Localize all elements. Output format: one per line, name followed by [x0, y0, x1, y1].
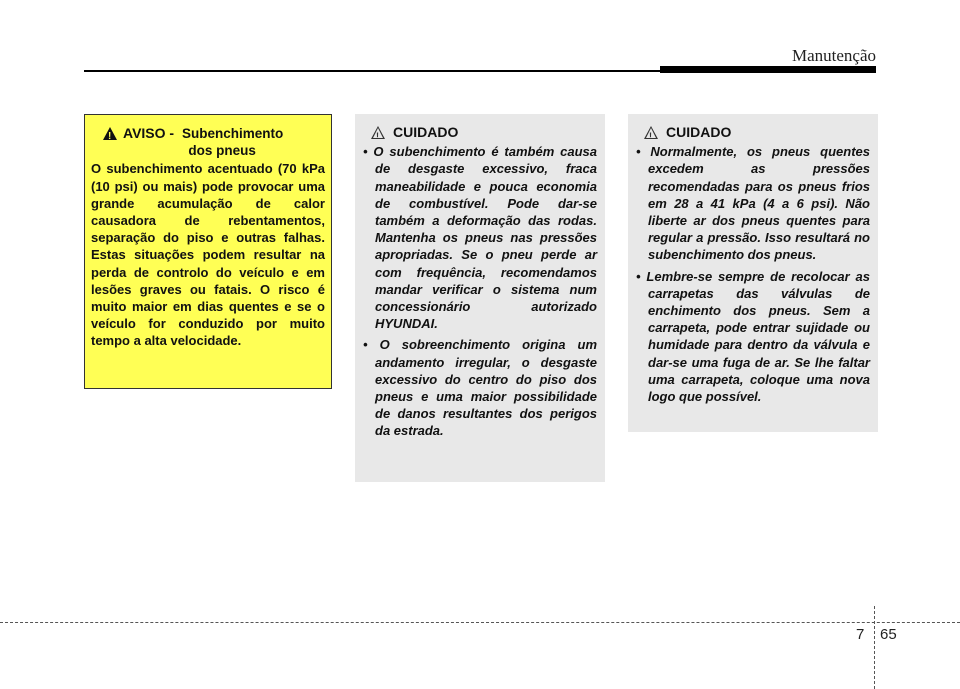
warning-icon — [103, 127, 117, 140]
caution-box-left — [355, 114, 605, 482]
caution-header — [636, 124, 870, 141]
caution-label: CUIDADO — [666, 124, 732, 140]
header-bar — [660, 66, 876, 73]
footer-divider — [874, 606, 875, 689]
caution-icon — [371, 126, 385, 139]
page-number: 65 — [880, 626, 897, 643]
footer-rule — [0, 622, 960, 623]
warning-box — [84, 114, 332, 389]
caution-bullet: • O subenchimento é também causa de desgaste excessivo, fraca maneabilidade e pouca economia de combustível. Pode dar-se também a deformação das rodas. Mantenha os pneus nas pressões apropriadas. Se o pneu perde ar com frequência, recomendamos mandar verificar o sistema num concessionário autorizado HYUNDAI. — [363, 143, 597, 332]
caution-bullet: • Normalmente, os pneus quentes excedem as pressões recomendadas para os pneus frios em 28 a 41 kPa (4 a 6 psi). Não liberte ar dos pneus quentes para regular a pressão. Isso resultará no subenchimento dos pneus. — [636, 143, 870, 263]
warning-label: AVISO — [123, 125, 166, 141]
warning-subtitle-line1: Subenchimento — [181, 126, 284, 141]
caution-label: CUIDADO — [393, 124, 459, 140]
section-title: Manutenção — [791, 46, 876, 65]
warning-header — [91, 125, 325, 159]
warning-subtitle-line2: dos pneus — [188, 143, 256, 159]
caution-bullet: • O sobreenchimento origina um andamento irregular, o desgaste excessivo do centro do piso dos pneus e uma maior possibilidade de danos resultantes dos perigos da estrada. — [363, 336, 597, 439]
caution-icon — [644, 126, 658, 139]
caution-bullet: • Lembre-se sempre de recolocar as carrapetas das válvulas de enchimento dos pneus. Sem a carrapeta, pode entrar sujidade ou humidade para dentro da válvula e dar-se uma fuga de ar. Se lhe faltar uma carrapeta, coloque uma nova logo que possível. — [636, 268, 870, 406]
warning-body: O subenchimento acentuado (70 kPa (10 psi) ou mais) pode provocar uma grande acumulação de calor causadora de rebentamentos, separação do piso e outras falhas. Estas situações podem resultar na perda de controlo do veículo e em lesões graves ou fatais. O risco é muito maior em dias quentes e se o veículo for conduzido por muito tempo a alta velocidade. — [91, 161, 325, 349]
warning-separator: - — [169, 125, 175, 141]
chapter-number: 7 — [856, 626, 865, 643]
caution-header — [363, 124, 597, 141]
caution-box-right — [628, 114, 878, 432]
